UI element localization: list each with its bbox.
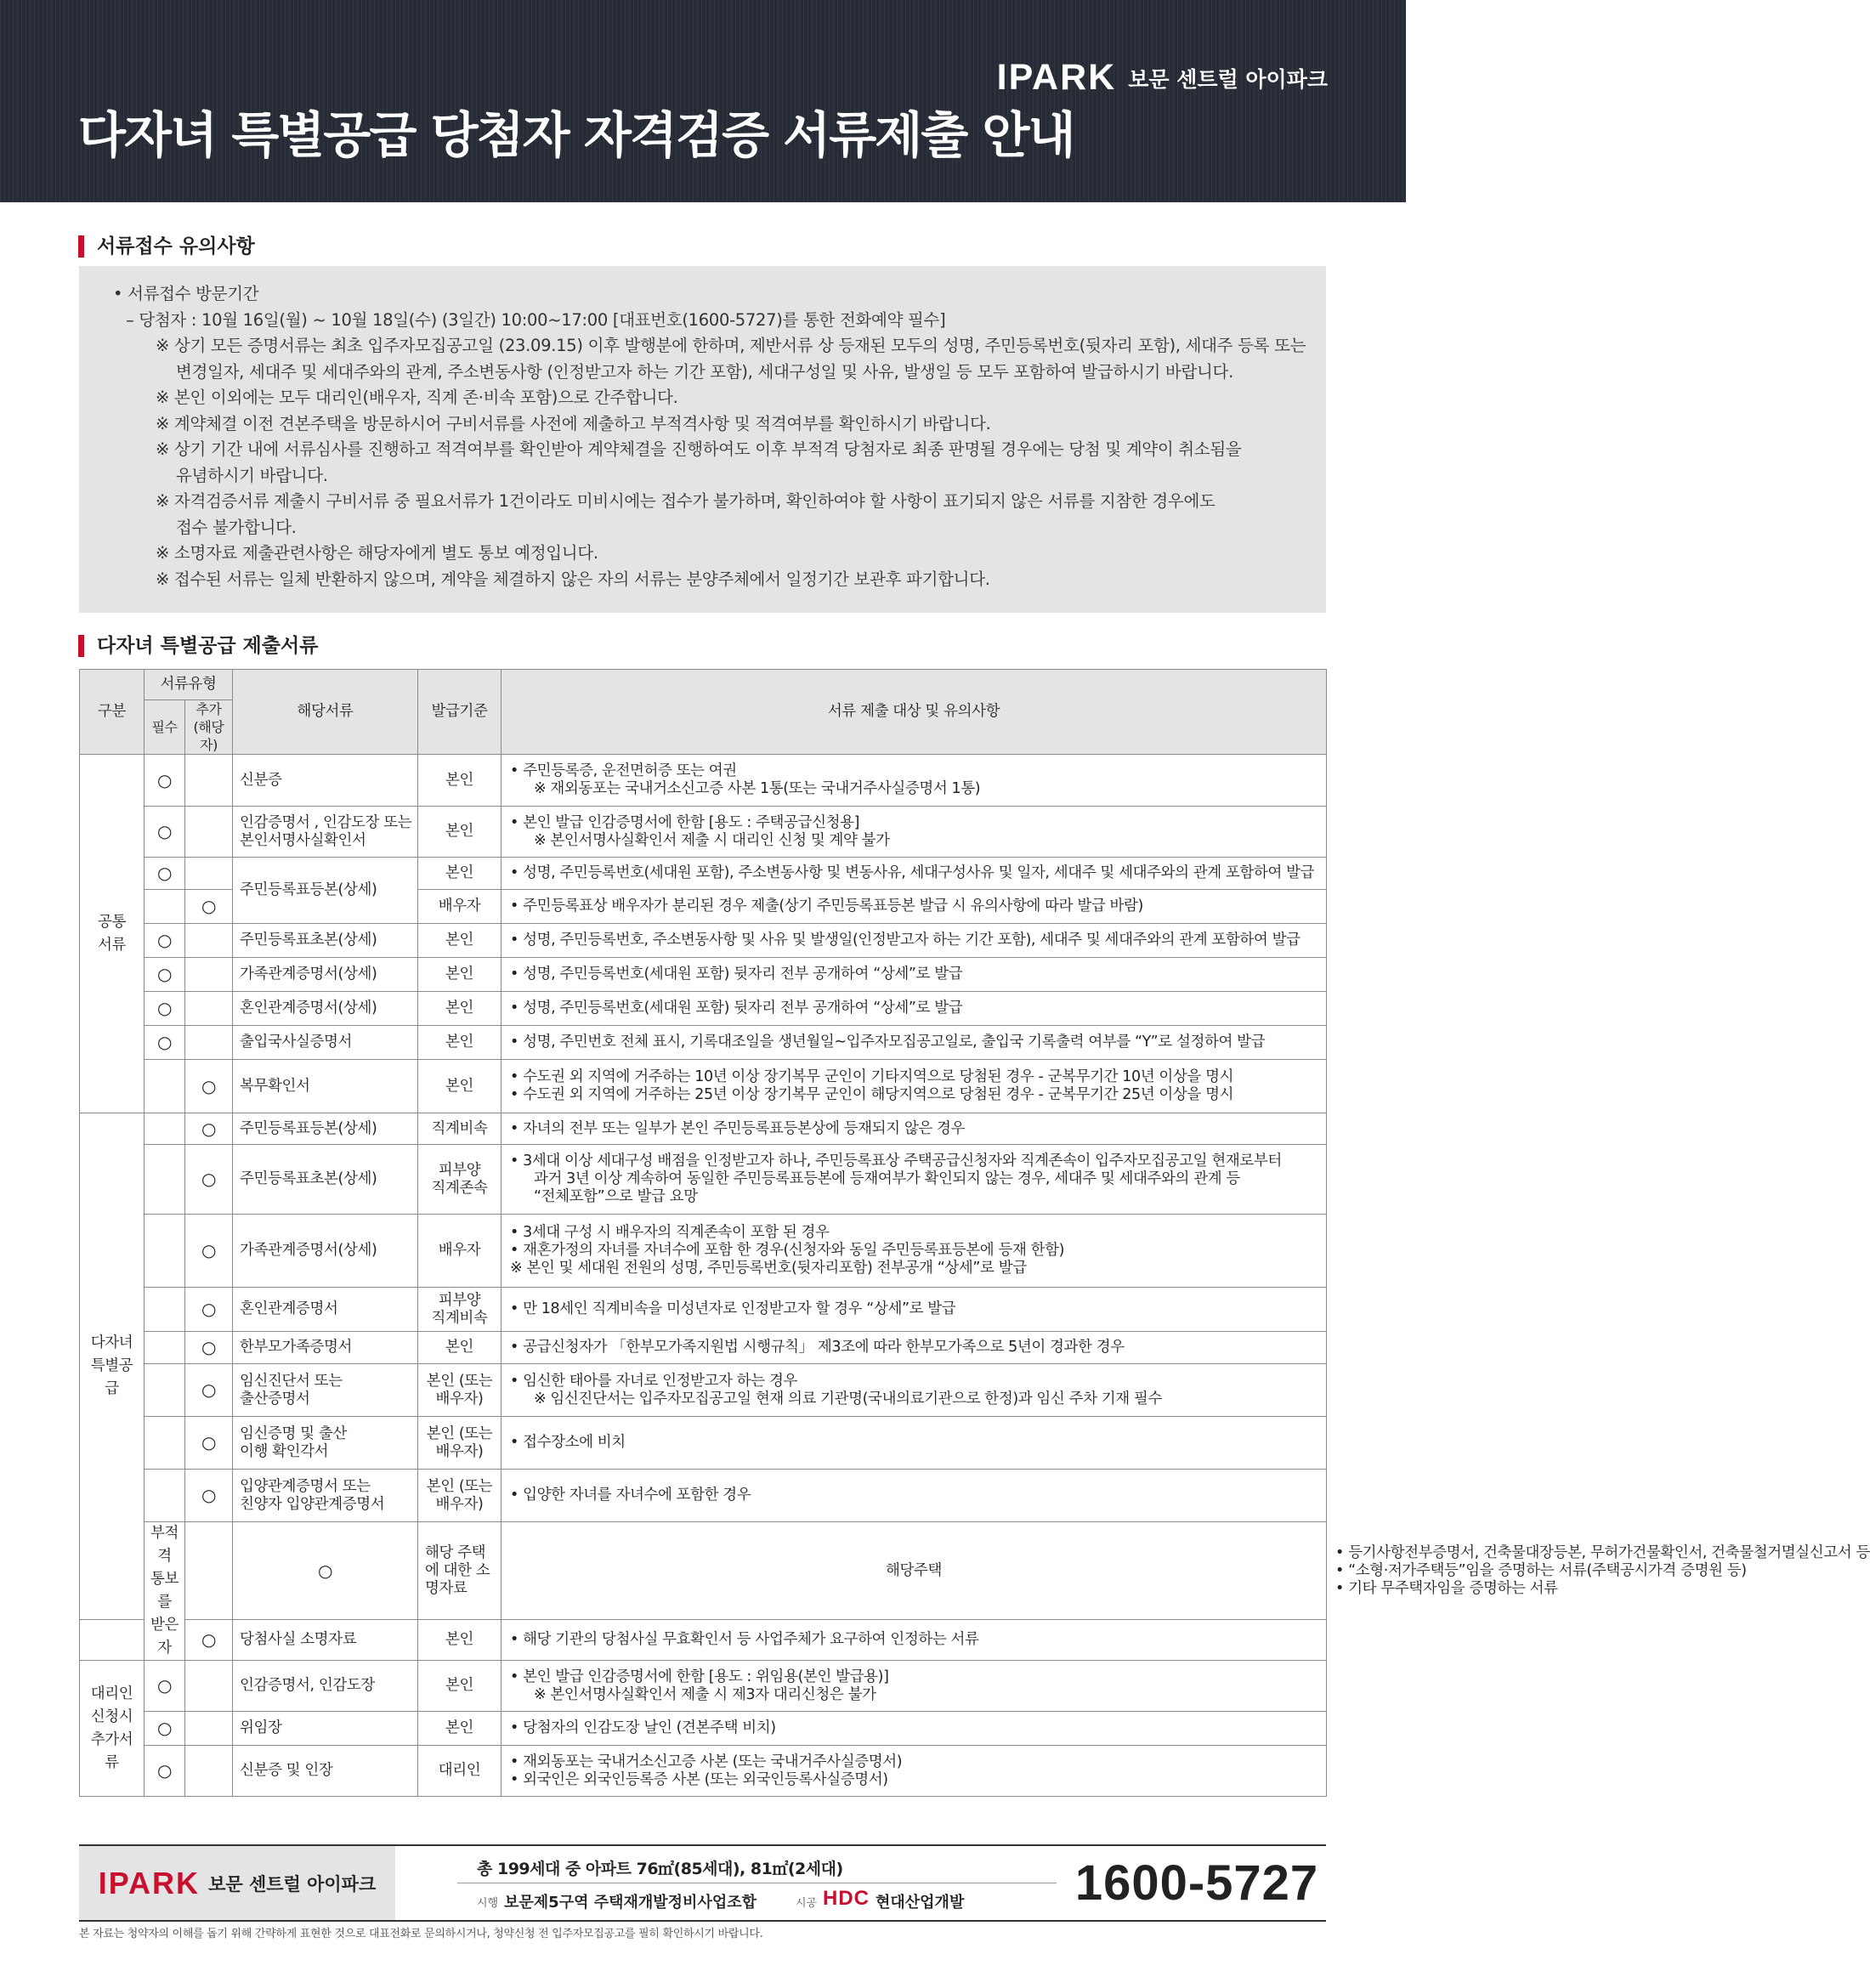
footer-brand-name: 보문 센트럴 아이파크 — [208, 1873, 377, 1895]
category-multichild: 다자녀 특별공급 — [80, 1113, 144, 1620]
optional-mark: ○ — [185, 1145, 233, 1215]
builder-name: 현대산업개발 — [876, 1894, 965, 1912]
document-cell: 혼인관계증명서 — [233, 1288, 418, 1332]
footer-brand — [79, 1846, 395, 1920]
footer-ipark-logo: IPARK — [98, 1865, 201, 1900]
document-cell: 주민등록표등본(상세) — [233, 858, 418, 924]
notes-cell: • 성명, 주민등록번호(세대원 포함) 뒷자리 전부 공개하여 “상세”로 발급 — [502, 958, 1327, 992]
header-doc-type: 서류유형 — [144, 670, 233, 700]
optional-cell — [185, 755, 233, 807]
table-row — [80, 1364, 1327, 1417]
table-row — [80, 1332, 1327, 1364]
standard-cell: 본인 — [418, 958, 502, 992]
standard-cell: 피부양 직계존속 — [418, 1145, 502, 1215]
table-row — [80, 1113, 1327, 1145]
table-row — [80, 1026, 1327, 1060]
table-row — [80, 1746, 1327, 1797]
notice-line: ※ 자격검증서류 제출시 구비서류 중 필요서류가 1건이라도 미비시에는 접수가 불가하며, 확인하여야 할 사항이 표기되지 않은 서류를 지참한 경우에도 — [156, 491, 1216, 511]
table-row — [80, 1712, 1327, 1746]
table-row — [80, 992, 1327, 1026]
footer-units: 총 199세대 중 아파트 76㎡(85세대), 81㎡(2세대) — [477, 1860, 843, 1878]
optional-cell — [185, 807, 233, 858]
table-row — [80, 1288, 1327, 1332]
notes-cell: • 임신한 태아를 자녀로 인정받고자 하는 경우 ※ 임신진단서는 입주자모집공고일 현재 의료 기관명(국내의료기관으로 한정)과 임신 주차 기재 필수 — [502, 1364, 1327, 1417]
notes-cell: • 만 18세인 직계비속을 미성년자로 인정받고자 할 경우 “상세”로 발급 — [502, 1288, 1327, 1332]
notice-section-title: 서류접수 유의사항 — [78, 235, 255, 258]
standard-cell: 본인 — [418, 807, 502, 858]
notes-cell: • 성명, 주민등록번호(세대원 포함), 주소변동사항 및 변동사유, 세대구성사유 및 일자, 세대주 및 세대주와의 관계 포함하여 발급 — [502, 858, 1327, 890]
table-row — [80, 858, 1327, 890]
document-cell: 임신진단서 또는 출산증명서 — [233, 1364, 418, 1417]
standard-cell: 본인 — [418, 1060, 502, 1113]
optional-mark: ○ — [185, 1288, 233, 1332]
optional-cell — [185, 958, 233, 992]
optional-cell — [185, 1661, 233, 1712]
table-row — [80, 1620, 1327, 1661]
notice-line: 유념하시기 바랍니다. — [176, 465, 328, 485]
required-mark: ○ — [144, 924, 185, 958]
header-brand — [997, 59, 1328, 96]
category-ineligible: 부적격 통보를 받은 자 — [144, 1522, 185, 1661]
document-cell: 신분증 및 인장 — [233, 1746, 418, 1797]
notes-cell: • 재외동포는 국내거소신고증 사본 (또는 국내거주사실증명서) • 외국인은 외국인등록증 사본 (또는 외국인등록사실증명서) — [502, 1746, 1327, 1797]
notice-line: ※ 접수된 서류는 일체 반환하지 않으며, 계약을 체결하지 않은 자의 서류는 분양주체에서 일정기간 보관후 파기합니다. — [156, 569, 990, 589]
required-cell — [144, 1364, 185, 1417]
required-mark: ○ — [144, 1026, 185, 1060]
notice-line: – 당첨자 : 10월 16일(월) ~ 10월 18일(수) (3일간) 10:00~17:00 [대표번호(1600-5727)를 통한 전화예약 필수] — [126, 309, 946, 330]
header-document: 해당서류 — [233, 670, 418, 755]
document-cell: 가족관계증명서(상세) — [233, 958, 418, 992]
phone-number: 1600-5727 — [1074, 1855, 1319, 1911]
notes-cell: • 당첨자의 인감도장 날인 (견본주택 비치) — [502, 1712, 1327, 1746]
document-cell: 신분증 — [233, 755, 418, 807]
standard-cell: 배우자 — [418, 1215, 502, 1288]
table-row — [80, 1060, 1327, 1113]
developer-label: 시행 — [477, 1897, 499, 1910]
document-cell: 복무확인서 — [233, 1060, 418, 1113]
developer-name: 보문제5구역 주택재개발정비사업조합 — [504, 1894, 756, 1912]
document-cell: 입양관계증명서 또는 친양자 입양관계증명서 — [233, 1470, 418, 1522]
notes-cell: • 3세대 이상 세대구성 배점을 인정받고자 하나, 주민등록표상 주택공급신청자와 직계존속이 입주자모집공고일 현재로부터 과거 3년 이상 계속하여 동일한 주민등록표등본에 등재여부가 확인되지 않는 경우, 세대주 및 세대주와의 관계 등 “전체포함”으로 발급 요망 — [502, 1145, 1327, 1215]
optional-cell — [185, 1746, 233, 1797]
document-cell: 주민등록표초본(상세) — [233, 1145, 418, 1215]
notice-line: ※ 소명자료 제출관련사항은 해당자에게 별도 통보 예정입니다. — [156, 543, 598, 563]
optional-cell — [185, 1712, 233, 1746]
standard-cell: 본인 — [418, 1712, 502, 1746]
table-row: 부적격 통보를 받은 자 ○ 해당 주택에 대한 소명자료 해당주택 • 등기사항전부증명서, 건축물대장등본, 무허가건물확인서, 건축물철거멸실신고서 등 • “소형·저가주택등”임을 증명하는 서류(주택공시가격 증명원 등) • 기타 무주택자임을 증명하는 서류 — [80, 1522, 1327, 1620]
required-cell — [144, 1470, 185, 1522]
required-mark: ○ — [144, 958, 185, 992]
standard-cell: 직계비속 — [418, 1113, 502, 1145]
optional-mark: ○ — [185, 1620, 233, 1661]
document-cell: 가족관계증명서(상세) — [233, 1215, 418, 1288]
optional-mark: ○ — [185, 1332, 233, 1364]
table-row — [80, 807, 1327, 858]
page-title: 다자녀 특별공급 당첨자 자격검증 서류제출 안내 — [78, 106, 1074, 164]
required-cell — [144, 1332, 185, 1364]
optional-mark: ○ — [185, 1113, 233, 1145]
standard-cell: 피부양 직계비속 — [418, 1288, 502, 1332]
header-notes: 서류 제출 대상 및 유의사항 — [502, 670, 1327, 755]
footer — [79, 1844, 1326, 1922]
required-mark: ○ — [144, 1712, 185, 1746]
brand-name: 보문 센트럴 아이파크 — [1128, 66, 1328, 92]
notes-cell: • 수도권 외 지역에 거주하는 10년 이상 장기복무 군인이 기타지역으로 당첨된 경우 - 군복무기간 10년 이상을 명시 • 수도권 외 지역에 거주하는 25년 이상 장기복무 군인이 해당지역으로 당첨된 경우 - 군복무기간 25년 이상을 명시 — [502, 1060, 1327, 1113]
docs-section-title: 다자녀 특별공급 제출서류 — [78, 635, 318, 657]
standard-cell: 본인 (또는 배우자) — [418, 1470, 502, 1522]
notes-cell: • 자녀의 전부 또는 일부가 본인 주민등록표등본상에 등재되지 않은 경우 — [502, 1113, 1327, 1145]
optional-mark: ○ — [185, 1060, 233, 1113]
notes-cell: • 성명, 주민등록번호(세대원 포함) 뒷자리 전부 공개하여 “상세”로 발급 — [502, 992, 1327, 1026]
notes-cell: • 접수장소에 비치 — [502, 1417, 1327, 1470]
notes-cell: • 본인 발급 인감증명서에 한함 [용도 : 주택공급신청용] ※ 본인서명사실확인서 제출 시 대리인 신청 및 계약 불가 — [502, 807, 1327, 858]
notes-cell: • 해당 기관의 당첨사실 무효확인서 등 사업주체가 요구하여 인정하는 서류 — [502, 1620, 1327, 1661]
table-row — [80, 1661, 1327, 1712]
required-mark: ○ — [144, 858, 185, 890]
standard-cell: 본인 (또는 배우자) — [418, 1364, 502, 1417]
notes-cell: • 공급신청자가 「한부모가족지원법 시행규칙」 제3조에 따라 한부모가족으로 5년이 경과한 경우 — [502, 1332, 1327, 1364]
notice-line: ※ 상기 기간 내에 서류심사를 진행하고 적격여부를 확인받아 계약체결을 진행하여도 이후 부적격 당첨자로 최종 판명될 경우에는 당첨 및 계약이 취소됨을 — [156, 439, 1242, 459]
document-cell: 인감증명서, 인감도장 — [233, 1661, 418, 1712]
table-row — [80, 1417, 1327, 1470]
optional-mark: ○ — [185, 1364, 233, 1417]
required-mark: ○ — [144, 807, 185, 858]
standard-cell: 본인 — [418, 1661, 502, 1712]
notes-cell: • 주민등록표상 배우자가 분리된 경우 제출(상기 주민등록표등본 발급 시 유의사항에 따라 발급 바람) — [502, 890, 1327, 924]
table-row — [80, 1470, 1327, 1522]
header-banner — [0, 0, 1406, 202]
notes-cell: • 3세대 구성 시 배우자의 직계존속이 포함 된 경우 • 재혼가정의 자녀를 자녀수에 포함 한 경우(신청자와 동일 주민등록표등본에 등재 한함) ※ 본인 및 세대원 전원의 성명, 주민등록번호(뒷자리포함) 전부공개 “상세”로 발급 — [502, 1215, 1327, 1288]
optional-mark: ○ — [185, 890, 233, 924]
header-category: 구분 — [80, 670, 144, 755]
table-row — [80, 755, 1327, 807]
notice-line: ※ 계약체결 이전 견본주택을 방문하시어 구비서류를 사전에 제출하고 부적격사항 및 적격여부를 확인하시기 바랍니다. — [156, 413, 991, 433]
required-cell — [144, 1113, 185, 1145]
document-cell: 임신증명 및 출산 이행 확인각서 — [233, 1417, 418, 1470]
optional-mark: ○ — [185, 1215, 233, 1288]
optional-cell — [185, 992, 233, 1026]
standard-cell: 본인 — [418, 755, 502, 807]
document-cell: 당첨사실 소명자료 — [233, 1620, 418, 1661]
header-standard: 발급기준 — [418, 670, 502, 755]
notice-line: 변경일자, 세대주 및 세대주와의 관계, 주소변동사항 (인정받고자 하는 기간 포함), 세대구성일 및 사유, 발생일 등 모두 포함하여 발급하시기 바랍니다. — [176, 361, 1233, 382]
document-cell: 해당 주택에 대한 소명자료 — [418, 1522, 502, 1620]
required-mark: ○ — [144, 755, 185, 807]
required-cell — [144, 1215, 185, 1288]
optional-mark: ○ — [185, 1417, 233, 1470]
table-row — [80, 1145, 1327, 1215]
notes-cell: • 성명, 주민등록번호, 주소변동사항 및 사유 및 발생일(인정받고자 하는 기간 포함), 세대주 및 세대주와의 관계 포함하여 발급 — [502, 924, 1327, 958]
optional-cell — [185, 1026, 233, 1060]
header-optional: 추가 (해당자) — [185, 700, 233, 755]
hdc-logo: HDC — [823, 1887, 870, 1910]
notes-cell: • 입양한 자녀를 자녀수에 포함한 경우 — [502, 1470, 1327, 1522]
table-header-row — [80, 670, 1327, 700]
required-cell — [144, 1288, 185, 1332]
standard-cell: 본인 — [418, 992, 502, 1026]
document-cell: 출입국사실증명서 — [233, 1026, 418, 1060]
standard-cell: 본인 — [418, 1026, 502, 1060]
notes-cell: • 성명, 주민번호 전체 표시, 기록대조일을 생년월일~입주자모집공고일로, 출입국 기록출력 여부를 “Y”로 설정하여 발급 — [502, 1026, 1327, 1060]
document-cell: 주민등록표초본(상세) — [233, 924, 418, 958]
header-required: 필수 — [144, 700, 185, 755]
notice-box — [79, 266, 1326, 613]
standard-cell: 본인 — [418, 1620, 502, 1661]
notes-cell: • 주민등록증, 운전면허증 또는 여권 ※ 재외동포는 국내거소신고증 사본 1통(또는 국내거주사실증명서 1통) — [502, 755, 1327, 807]
category-common: 공통 서류 — [80, 755, 144, 1113]
builder-label: 시공 — [796, 1897, 818, 1910]
table-row — [80, 1215, 1327, 1288]
required-cell — [185, 1522, 233, 1620]
required-mark: ○ — [144, 1661, 185, 1712]
ipark-logo: IPARK — [996, 57, 1117, 98]
required-mark: ○ — [144, 992, 185, 1026]
document-cell: 주민등록표등본(상세) — [233, 1113, 418, 1145]
optional-mark: ○ — [185, 1470, 233, 1522]
standard-cell: 대리인 — [418, 1746, 502, 1797]
required-cell — [144, 1417, 185, 1470]
optional-cell — [185, 924, 233, 958]
document-cell: 위임장 — [233, 1712, 418, 1746]
document-cell: 인감증명서 , 인감도장 또는 본인서명사실확인서 — [233, 807, 418, 858]
standard-cell: 본인 (또는 배우자) — [418, 1417, 502, 1470]
standard-cell: 본인 — [418, 924, 502, 958]
notice-line: 접수 불가합니다. — [176, 517, 297, 537]
disclaimer: 본 자료는 청약자의 이해를 돕기 위해 간략하게 표현한 것으로 대표전화로 문의하시거나, 청약신청 전 입주자모집공고를 필히 확인하시기 바랍니다. — [79, 1928, 763, 1940]
notice-line: • 서류접수 방문기간 — [113, 284, 259, 303]
required-cell — [144, 890, 185, 924]
optional-cell — [185, 858, 233, 890]
notes-cell: • 본인 발급 인감증명서에 한함 [용도 : 위임용(본인 발급용)] ※ 본인서명사실확인서 제출 시 제3자 대리신청은 불가 — [502, 1661, 1327, 1712]
standard-cell: 해당주택 — [502, 1522, 1327, 1620]
category-agent: 대리인 신청시 추가서류 — [80, 1661, 144, 1797]
document-cell: 한부모가족증명서 — [233, 1332, 418, 1364]
required-cell — [80, 1620, 144, 1661]
standard-cell: 본인 — [418, 1332, 502, 1364]
table-row — [80, 958, 1327, 992]
optional-mark: ○ — [233, 1522, 418, 1620]
notice-line: ※ 상기 모든 증명서류는 최초 입주자모집공고일 (23.09.15) 이후 발행분에 한하며, 제반서류 상 등재된 모두의 성명, 주민등록번호(뒷자리 포함), 세대주 등록 또는 — [156, 336, 1306, 355]
table-row — [80, 924, 1327, 958]
required-cell — [144, 1060, 185, 1113]
notice-line: ※ 본인 이외에는 모두 대리인(배우자, 직계 존·비속 포함)으로 간주합니다. — [156, 388, 678, 407]
standard-cell: 본인 — [418, 858, 502, 890]
documents-table — [79, 669, 1870, 1797]
required-mark: ○ — [144, 1746, 185, 1797]
required-cell — [144, 1145, 185, 1215]
document-cell: 혼인관계증명서(상세) — [233, 992, 418, 1026]
standard-cell: 배우자 — [418, 890, 502, 924]
